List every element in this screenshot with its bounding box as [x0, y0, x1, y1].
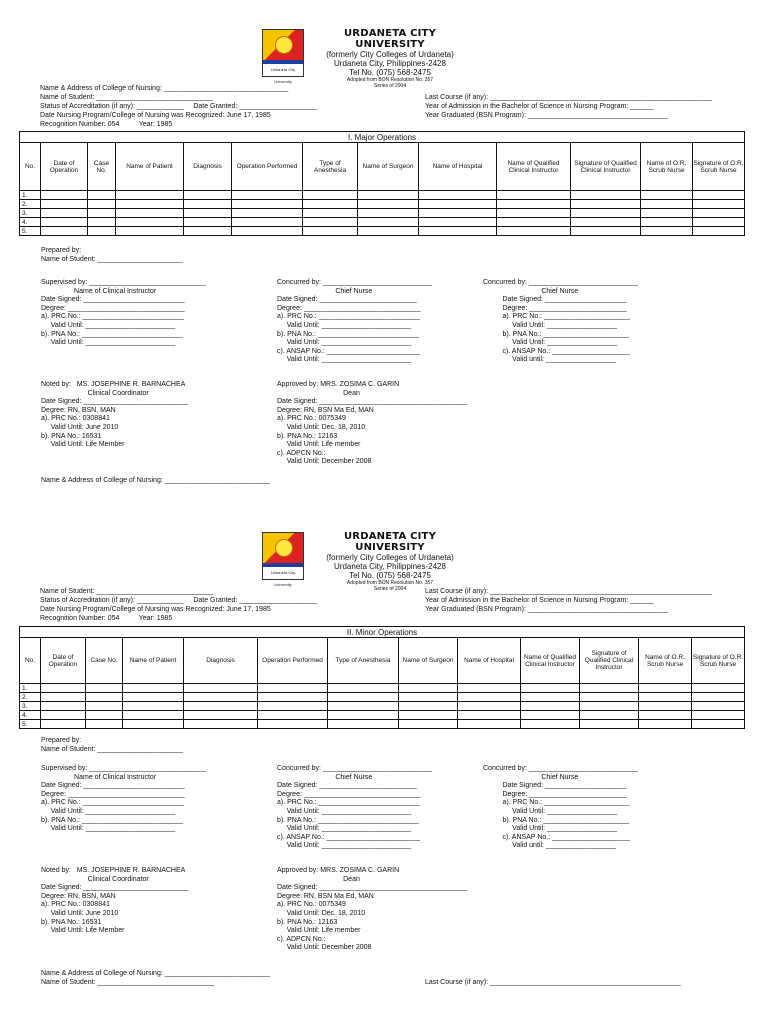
table-cell[interactable] — [692, 684, 745, 693]
table-cell[interactable] — [184, 693, 258, 702]
table-cell[interactable] — [571, 209, 641, 218]
table-cell[interactable] — [639, 711, 692, 720]
address-line: Urdaneta City, Philippines-2428 — [334, 59, 446, 68]
table-cell[interactable] — [399, 702, 458, 711]
table-cell[interactable] — [399, 684, 458, 693]
table-cell[interactable] — [86, 693, 123, 702]
adopted-line: Adopted from BON Resolution No. 357 — [346, 580, 434, 586]
table-cell[interactable] — [86, 711, 123, 720]
year-graduated-field[interactable]: Year Graduated (BSN Program): ____________________________________ — [425, 112, 668, 119]
table-cell[interactable] — [41, 702, 86, 711]
table-cell[interactable] — [580, 720, 639, 729]
major-operations-table — [19, 131, 745, 236]
table-cell[interactable] — [641, 191, 693, 200]
table-cell[interactable] — [184, 209, 232, 218]
prepared-by: Prepared by: Name of Student: ______________________ — [41, 737, 184, 753]
table-cell[interactable] — [639, 693, 692, 702]
recognized-date-field: Date Nursing Program/College of Nursing was Recognized: June 17, 1985 — [40, 112, 271, 119]
form2-fields-right — [425, 587, 712, 614]
table-cell[interactable] — [123, 720, 184, 729]
approved-by: Approved by: MRS. ZOSIMA C. GARIN Dean Date Signed: ______________________________________ Degree: RN, BSN Ma Ed, MAN a). PRC No.: 0075349 Valid Until: Dec. 18, 2010 b). PNA No.: 12163 Valid Until: Life member c). ADPCN No.: Valid Until: December 2008 — [277, 381, 468, 466]
table-cell[interactable] — [693, 209, 745, 218]
table-cell[interactable] — [580, 693, 639, 702]
series-line: Series of 2004 — [373, 83, 407, 89]
col-diagnosis: Diagnosis — [184, 143, 232, 191]
table-row — [20, 209, 745, 218]
table-cell[interactable] — [692, 711, 745, 720]
col-scrub-nurse: Name of O.R. Scrub Nurse — [641, 143, 693, 191]
last-course-field[interactable]: Last Course (if any): _________________________________________________________ — [425, 94, 712, 101]
table-cell[interactable] — [328, 702, 399, 711]
recognition-number-field: Recognition Number: 054 Year: 1985 — [40, 121, 173, 128]
concurred-by-2: Concurred by: ____________________________ Chief Nurse Date Signed: _____________________ Degree: _________________________ a). PRC No.: ______________________ Valid Until: __________________ b). PNA No.: ______________________ Valid Until: __________________ c). ANSAP No.: ____________________ Valid until: __________________ — [483, 765, 638, 850]
college-footer-field[interactable]: Name & Address of College of Nursing: ___________________________ Name of Student: ______________________________ — [41, 970, 270, 986]
table-cell[interactable] — [86, 702, 123, 711]
table-cell[interactable] — [184, 200, 232, 209]
adopted-line: Adopted from BON Resolution No. 357 — [346, 77, 434, 83]
table-cell[interactable] — [693, 191, 745, 200]
col-surgeon: Name of Surgeon — [358, 143, 419, 191]
col-operation: Operation Performed — [232, 143, 303, 191]
table-cell[interactable] — [303, 218, 358, 227]
row-number: 4. — [20, 218, 41, 227]
table-cell[interactable] — [258, 720, 328, 729]
table-cell[interactable] — [303, 209, 358, 218]
table-cell[interactable] — [399, 711, 458, 720]
table-cell[interactable] — [458, 720, 521, 729]
col-patient: Name of Patient — [116, 143, 184, 191]
col-instructor-signature: Signature of Qualified Clinical Instructor — [580, 638, 639, 684]
table-cell[interactable] — [580, 684, 639, 693]
col-hospital: Name of Hospital — [419, 143, 497, 191]
concurred-by-2: Concurred by: ____________________________ Chief Nurse Date Signed: _____________________ Degree: _________________________ a). PRC No.: ______________________ Valid Until: __________________ b). PNA No.: ______________________ Valid Until: __________________ c). ANSAP No.: ____________________ Valid until: __________________ — [483, 279, 638, 364]
table-cell[interactable] — [358, 209, 419, 218]
last-course-footer-field[interactable]: Last Course (if any): _________________________________________________ — [425, 979, 681, 986]
table-header-row — [20, 143, 745, 191]
col-instructor: Name of Qualified Clinical Instructor — [521, 638, 580, 684]
table-cell[interactable] — [358, 218, 419, 227]
tel-line: Tel No. (075) 568-2475 — [349, 571, 431, 580]
table-cell[interactable] — [641, 209, 693, 218]
row-number: 5. — [20, 720, 41, 729]
table-cell[interactable] — [86, 720, 123, 729]
table-cell[interactable] — [184, 711, 258, 720]
col-scrub-signature: Signature of O.R. Scrub Nurse — [693, 143, 745, 191]
form1-fields-left — [40, 84, 317, 129]
college-name-field[interactable]: Name & Address of College of Nursing: ________________________________ — [40, 85, 289, 92]
table-cell[interactable] — [693, 227, 745, 236]
table-cell[interactable] — [41, 693, 86, 702]
table-row — [20, 711, 745, 720]
table-cell[interactable] — [116, 227, 184, 236]
col-patient: Name of Patient — [123, 638, 184, 684]
table-cell[interactable] — [303, 227, 358, 236]
table-cell[interactable] — [358, 227, 419, 236]
table-cell[interactable] — [184, 720, 258, 729]
table-cell[interactable] — [692, 702, 745, 711]
table-cell[interactable] — [116, 209, 184, 218]
supervised-by: Supervised by: ______________________________ Name of Clinical Instructor Date Signed: __________________________ Degree: ______________________________ a). PRC No.: __________________________ Valid Until: _______________________ b). PNA No.: __________________________ Valid Until: _______________________ — [41, 279, 207, 347]
minor-operations-table — [19, 626, 745, 729]
table-cell[interactable] — [123, 702, 184, 711]
formerly-line: (formerly City Colleges of Urdaneta) — [326, 553, 454, 562]
row-number: 3. — [20, 209, 41, 218]
table-cell[interactable] — [458, 693, 521, 702]
table-cell[interactable] — [458, 684, 521, 693]
table-cell[interactable] — [184, 702, 258, 711]
table-cell[interactable] — [41, 227, 88, 236]
table-cell[interactable] — [328, 720, 399, 729]
table-cell[interactable] — [328, 684, 399, 693]
university-logo — [262, 29, 304, 84]
table-cell[interactable] — [41, 711, 86, 720]
table-cell[interactable] — [419, 200, 497, 209]
table-row — [20, 693, 745, 702]
table-cell[interactable] — [419, 209, 497, 218]
table-cell[interactable] — [86, 684, 123, 693]
col-instructor-signature: Signature of Qualified Clinical Instructor — [571, 143, 641, 191]
table-cell[interactable] — [458, 711, 521, 720]
table-cell[interactable] — [521, 702, 580, 711]
table-cell[interactable] — [521, 720, 580, 729]
table-cell[interactable] — [88, 191, 116, 200]
table-cell[interactable] — [419, 191, 497, 200]
table-cell[interactable] — [41, 684, 86, 693]
table-cell[interactable] — [693, 218, 745, 227]
table-cell[interactable] — [641, 218, 693, 227]
table-row — [20, 191, 745, 200]
table-cell[interactable] — [358, 191, 419, 200]
table-cell[interactable] — [41, 209, 88, 218]
table-cell[interactable] — [399, 720, 458, 729]
table-cell[interactable] — [123, 693, 184, 702]
table-cell[interactable] — [41, 720, 86, 729]
form2-fields-left — [40, 587, 317, 623]
col-scrub-signature: Signature of O.R. Scrub Nurse — [692, 638, 745, 684]
table-cell[interactable] — [258, 702, 328, 711]
row-number: 3. — [20, 702, 41, 711]
admission-year-field[interactable]: Year of Admission in the Bachelor of Science in Nursing Program: ______ — [425, 103, 654, 110]
table-cell[interactable] — [639, 720, 692, 729]
university-header — [310, 28, 470, 89]
table-cell[interactable] — [580, 702, 639, 711]
university-header — [310, 531, 470, 592]
col-scrub-nurse: Name of O.R. Scrub Nurse — [639, 638, 692, 684]
row-number: 2. — [20, 693, 41, 702]
row-number: 4. — [20, 711, 41, 720]
col-date: Date of Operation — [41, 143, 88, 191]
table-cell[interactable] — [521, 693, 580, 702]
address-line: Urdaneta City, Philippines-2428 — [334, 562, 446, 571]
logo-text: Urdaneta City University — [263, 64, 303, 76]
col-anesthesia: Type of Anesthesia — [328, 638, 399, 684]
table-cell[interactable] — [497, 209, 571, 218]
col-date: Date of Operation — [41, 638, 86, 684]
table-header-row — [20, 638, 745, 684]
table-cell[interactable] — [258, 693, 328, 702]
accreditation-field[interactable]: Status of Accreditation (if any): ____________ Date Granted: ____________________ — [40, 597, 318, 604]
col-case: Case No. — [86, 638, 123, 684]
student-name-field[interactable]: Name of Student: ______________________________ — [40, 588, 214, 595]
university-name: URDANETA CITY UNIVERSITY — [343, 531, 437, 553]
col-instructor: Name of Qualified Clinical Instructor — [497, 143, 571, 191]
table-cell[interactable] — [258, 684, 328, 693]
table-cell[interactable] — [258, 711, 328, 720]
table-cell[interactable] — [497, 200, 571, 209]
table-cell[interactable] — [497, 191, 571, 200]
prepared-by: Prepared by: Name of Student: ______________________ — [41, 247, 184, 263]
table-cell[interactable] — [232, 200, 303, 209]
table-cell[interactable] — [571, 200, 641, 209]
table-cell[interactable] — [419, 218, 497, 227]
table-title: II. Minor Operations — [20, 627, 745, 638]
table-cell[interactable] — [232, 218, 303, 227]
table-row — [20, 684, 745, 693]
table-cell[interactable] — [184, 227, 232, 236]
col-anesthesia: Type of Anesthesia — [303, 143, 358, 191]
series-line: Series of 2004 — [373, 586, 407, 592]
table-cell[interactable] — [88, 209, 116, 218]
table-cell[interactable] — [521, 684, 580, 693]
logo-text: Urdaneta City University — [263, 567, 303, 579]
recognized-date-field: Date Nursing Program/College of Nursing was Recognized: June 17, 1985 — [40, 606, 271, 613]
col-hospital: Name of Hospital — [458, 638, 521, 684]
accreditation-field[interactable]: Status of Accreditation (if any): ____________ Date Granted: ____________________ — [40, 103, 318, 110]
form1-fields-right — [425, 93, 712, 120]
table-cell[interactable] — [639, 702, 692, 711]
table-cell[interactable] — [41, 218, 88, 227]
last-course-field[interactable]: Last Course (if any): _________________________________________________________ — [425, 588, 712, 595]
table-cell[interactable] — [399, 693, 458, 702]
table-cell[interactable] — [88, 200, 116, 209]
table-cell[interactable] — [571, 191, 641, 200]
formerly-line: (formerly City Colleges of Urdaneta) — [326, 50, 454, 59]
table-cell[interactable] — [116, 200, 184, 209]
table-cell[interactable] — [328, 693, 399, 702]
table-cell[interactable] — [497, 227, 571, 236]
table-row — [20, 720, 745, 729]
table-cell[interactable] — [41, 191, 88, 200]
table-cell[interactable] — [639, 684, 692, 693]
table-cell[interactable] — [88, 227, 116, 236]
table-cell[interactable] — [303, 191, 358, 200]
table-cell[interactable] — [41, 200, 88, 209]
table-cell[interactable] — [303, 200, 358, 209]
year-graduated-field[interactable]: Year Graduated (BSN Program): ____________________________________ — [425, 606, 668, 613]
university-name: URDANETA CITY UNIVERSITY — [343, 28, 437, 50]
table-title: I. Major Operations — [20, 132, 745, 143]
row-number: 1. — [20, 684, 41, 693]
col-case: Case No. — [88, 143, 116, 191]
row-number: 2. — [20, 200, 41, 209]
table-cell[interactable] — [419, 227, 497, 236]
col-no: No. — [20, 143, 41, 191]
concurred-by-1: Concurred by: ____________________________ Chief Nurse Date Signed: _________________________ Degree: ______________________________ a). PRC No.: __________________________ Valid Until: _______________________ b). PNA No.: __________________________ Valid Until: _______________________ c). ANSAP No.: ________________________ Valid Until: _______________________ — [277, 279, 432, 364]
table-cell[interactable] — [123, 684, 184, 693]
row-number: 1. — [20, 191, 41, 200]
table-cell[interactable] — [571, 227, 641, 236]
table-row — [20, 702, 745, 711]
college-footer-field[interactable]: Name & Address of College of Nursing: ___________________________ — [41, 477, 270, 484]
table-cell[interactable] — [692, 693, 745, 702]
col-surgeon: Name of Surgeon — [399, 638, 458, 684]
table-cell[interactable] — [184, 218, 232, 227]
col-diagnosis: Diagnosis — [184, 638, 258, 684]
admission-year-field[interactable]: Year of Admission in the Bachelor of Science in Nursing Program: ______ — [425, 597, 654, 604]
student-name-field[interactable]: Name of Student: ______________________________ — [40, 94, 214, 101]
table-cell[interactable] — [571, 218, 641, 227]
table-cell[interactable] — [641, 200, 693, 209]
table-cell[interactable] — [232, 227, 303, 236]
col-operation: Operation Performed — [258, 638, 328, 684]
table-cell[interactable] — [184, 191, 232, 200]
table-cell[interactable] — [232, 191, 303, 200]
table-cell[interactable] — [123, 711, 184, 720]
table-cell[interactable] — [521, 711, 580, 720]
table-row — [20, 218, 745, 227]
table-cell[interactable] — [116, 218, 184, 227]
row-number: 5. — [20, 227, 41, 236]
noted-by: Noted by: MS. JOSEPHINE R. BARNACHEA Clinical Coordinator Date Signed: ___________________________ Degree: RN, BSN, MAN a). PRC No.: 0308841 Valid Until: June 2010 b). PNA No.: 16531 Valid Until: Life Member — [41, 381, 189, 449]
university-logo — [262, 532, 304, 587]
table-cell[interactable] — [458, 702, 521, 711]
table-cell[interactable] — [497, 218, 571, 227]
table-cell[interactable] — [641, 227, 693, 236]
supervised-by: Supervised by: ______________________________ Name of Clinical Instructor Date Signed: __________________________ Degree: ______________________________ a). PRC No.: __________________________ Valid Until: _______________________ b). PNA No.: __________________________ Valid Until: _______________________ — [41, 765, 207, 833]
recognition-number-field: Recognition Number: 054 Year: 1985 — [40, 615, 173, 622]
concurred-by-1: Concurred by: ____________________________ Chief Nurse Date Signed: _________________________ Degree: ______________________________ a). PRC No.: __________________________ Valid Until: _______________________ b). PNA No.: __________________________ Valid Until: _______________________ c). ANSAP No.: ________________________ Valid Until: _______________________ — [277, 765, 432, 850]
noted-by: Noted by: MS. JOSEPHINE R. BARNACHEA Clinical Coordinator Date Signed: ___________________________ Degree: RN, BSN, MAN a). PRC No.: 0308841 Valid Until: June 2010 b). PNA No.: 16531 Valid Until: Life Member — [41, 867, 189, 935]
table-cell[interactable] — [693, 200, 745, 209]
table-cell[interactable] — [116, 191, 184, 200]
table-cell[interactable] — [358, 200, 419, 209]
table-cell[interactable] — [232, 209, 303, 218]
table-cell[interactable] — [580, 711, 639, 720]
table-row — [20, 200, 745, 209]
table-cell[interactable] — [692, 720, 745, 729]
table-cell[interactable] — [328, 711, 399, 720]
table-row — [20, 227, 745, 236]
table-cell[interactable] — [184, 684, 258, 693]
approved-by: Approved by: MRS. ZOSIMA C. GARIN Dean Date Signed: ______________________________________ Degree: RN, BSN Ma Ed, MAN a). PRC No.: 0075349 Valid Until: Dec. 18, 2010 b). PNA No.: 12163 Valid Until: Life member c). ADPCN No.: Valid Until: December 2008 — [277, 867, 468, 952]
col-no: No. — [20, 638, 41, 684]
tel-line: Tel No. (075) 568-2475 — [349, 68, 431, 77]
table-cell[interactable] — [88, 218, 116, 227]
